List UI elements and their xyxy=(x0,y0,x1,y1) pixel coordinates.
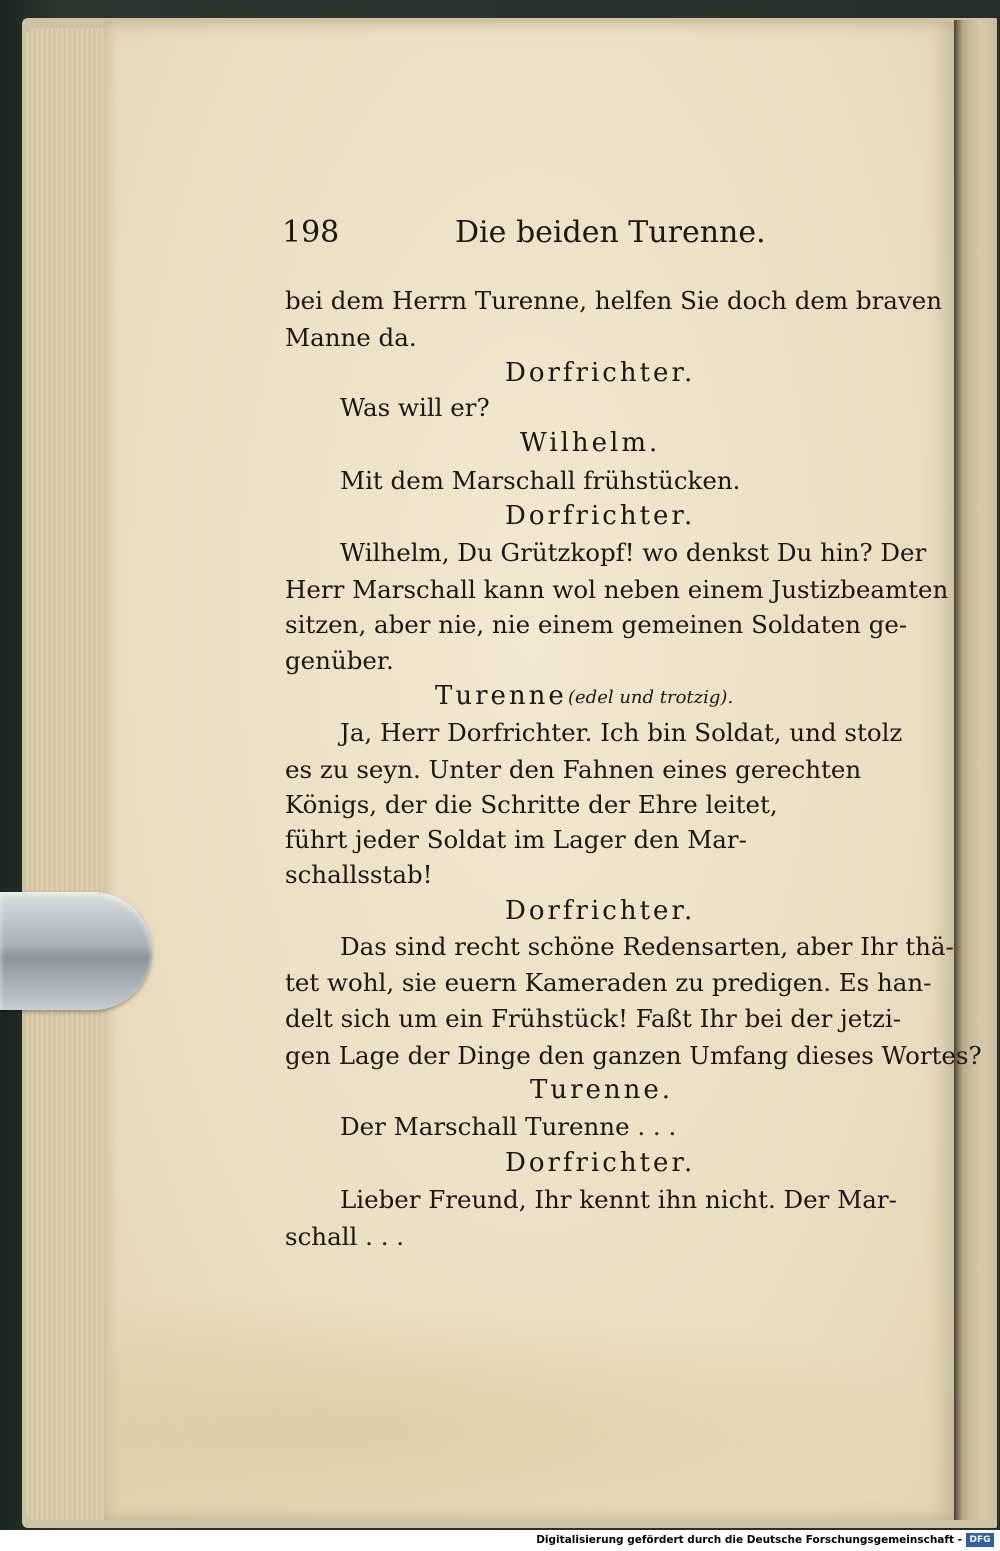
speaker-name: Turenne. xyxy=(530,1075,674,1105)
text-line: Manne da. xyxy=(285,323,417,352)
text-line: Lieber Freund, Ihr kennt ihn nicht. Der Mar- xyxy=(340,1185,897,1214)
facing-page-edge xyxy=(954,20,997,1520)
text-line: bei dem Herrn Turenne, helfen Sie doch dem braven xyxy=(285,286,943,315)
text-line: es zu seyn. Unter den Fahnen eines gerechten xyxy=(285,755,862,784)
speaker-name: Turenne xyxy=(435,681,567,711)
speaker-name: Dorfrichter. xyxy=(505,896,696,926)
page-stain xyxy=(110,1290,950,1520)
running-title: Die beiden Turenne. xyxy=(455,215,766,250)
text-line: genüber. xyxy=(285,646,394,675)
text-line: schallsstab! xyxy=(285,860,433,889)
page-clip xyxy=(0,892,152,1010)
text-line: tet wohl, sie euern Kameraden zu predigen. Es han- xyxy=(285,968,932,997)
text-line: Wilhelm, Du Grützkopf! wo denkst Du hin? Der xyxy=(340,538,927,567)
speaker-name: Dorfrichter. xyxy=(505,501,696,531)
text-line: Der Marschall Turenne . . . xyxy=(340,1112,677,1141)
text-line: Das sind recht schöne Redensarten, aber Ihr thä- xyxy=(340,932,954,961)
stage-direction: (edel und trotzig). xyxy=(568,687,734,708)
speaker-name: Wilhelm. xyxy=(520,428,661,458)
text-line: Königs, der die Schritte der Ehre leitet, xyxy=(285,790,778,819)
dfg-logo: DFG xyxy=(966,1533,994,1547)
text-line: sitzen, aber nie, nie einem gemeinen Soldaten ge- xyxy=(285,610,908,639)
text-line: Mit dem Marschall frühstücken. xyxy=(340,466,741,495)
text-line: Herr Marschall kann wol neben einem Justizbeamten xyxy=(285,575,949,604)
text-line: Was will er? xyxy=(340,393,490,422)
text-line: schall . . . xyxy=(285,1222,405,1251)
footer-credit: Digitalisierung gefördert durch die Deutsche Forschungsgemeinschaft - xyxy=(536,1534,962,1546)
speaker-name: Dorfrichter. xyxy=(505,1148,696,1178)
page-edges xyxy=(26,28,106,1520)
page-number: 198 xyxy=(282,215,340,250)
text-line: gen Lage der Dinge den ganzen Umfang dieses Wortes? xyxy=(285,1041,982,1070)
text-line: führt jeder Soldat im Lager den Mar- xyxy=(285,825,747,854)
speaker-name: Dorfrichter. xyxy=(505,358,696,388)
text-line: delt sich um ein Frühstück! Faßt Ihr bei der jetzi- xyxy=(285,1004,902,1033)
text-line: Ja, Herr Dorfrichter. Ich bin Soldat, und stolz xyxy=(340,718,903,747)
